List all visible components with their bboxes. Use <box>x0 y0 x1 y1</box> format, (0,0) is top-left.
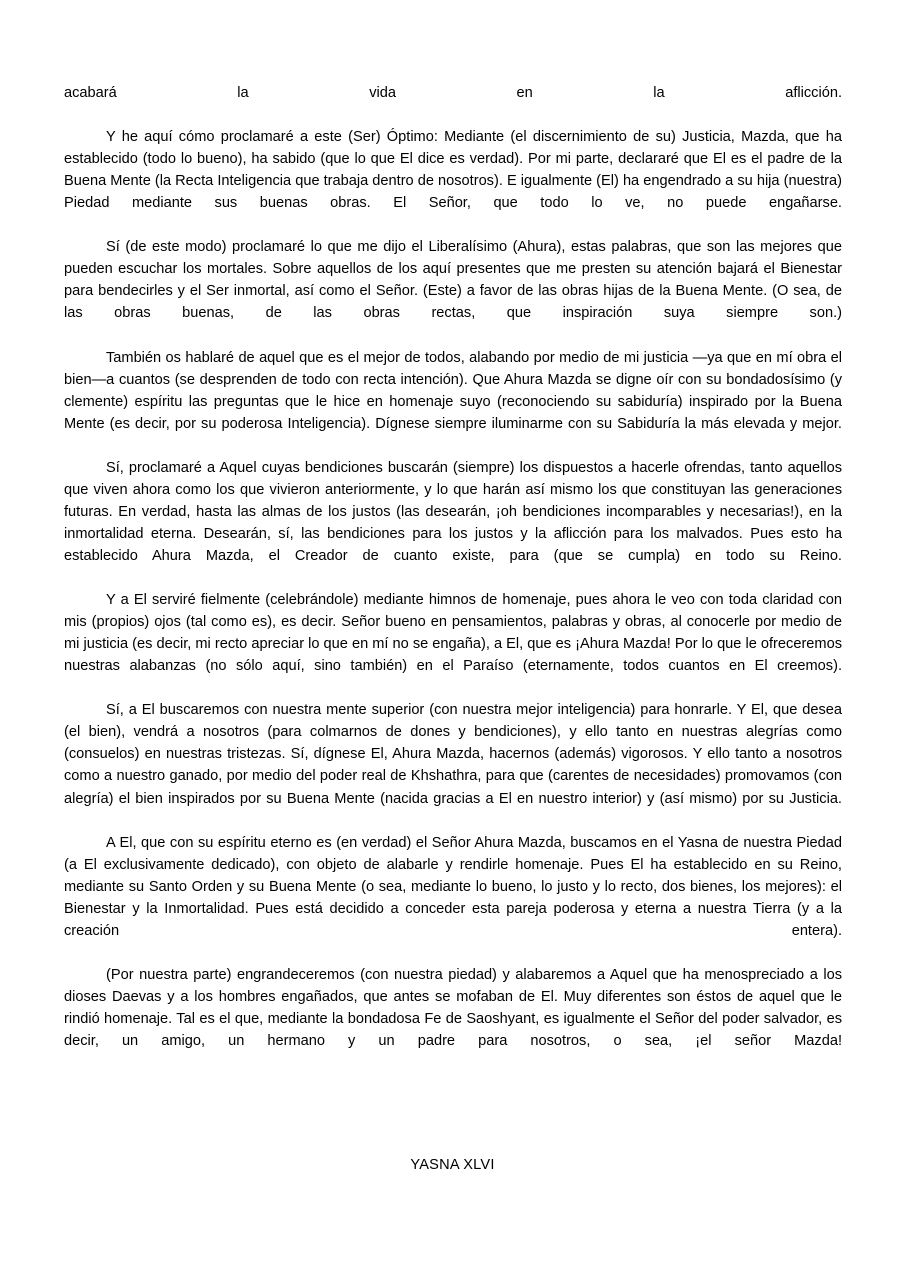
paragraph-4: Sí, proclamaré a Aquel cuyas bendiciones buscarán (siempre) los dispuestos a hacerle ofrendas, tanto aquellos que viven ahora como los que vivieron anteriormente, y lo que harán así mismo los que constituyan las generaciones futuras. En verdad, hasta las almas de los justos (las desearán, ¡oh bendiciones incomparables y necesarias!), en la inmortalidad eterna. Desearán, sí, las bendiciones para los justos y la aflicción para los malvados. Pues esto ha establecido Ahura Mazda, el Creador de cuanto existe, para (que se cumpla) en todo su Reino. <box>64 459 842 564</box>
paragraph-continued: acabará la vida en la aflicción. <box>64 85 842 101</box>
paragraph-2: Sí (de este modo) proclamaré lo que me dijo el Liberalísimo (Ahura), estas palabras, que son las mejores que pueden escuchar los mortales. Sobre aquellos de los aquí presentes que me presten su atención bajará el Bienestar para bendecirles y el Ser inmortal, así como el Señor. (Este) a favor de las obras hijas de la Buena Mente. (O sea, de las obras buenas, de las obras rectas, que inspiración suya siempre son.) <box>64 239 842 322</box>
paragraph-3: También os hablaré de aquel que es el mejor de todos, alabando por medio de mi justicia —ya que en mí obra el bien—a cuantos (se desprenden de todo con recta intención). Que Ahura Mazda se digne oír con su bondadosísimo (y clemente) espíritu las preguntas que le hice en homenaje suyo (reconociendo su sabiduría) inspirado por la Buena Mente (es decir, por su poderosa Inteligencia). Dígnese siempre iluminarme con su Sabiduría la más elevada y mejor. <box>64 349 842 432</box>
paragraph-6: Sí, a El buscaremos con nuestra mente superior (con nuestra mejor inteligencia) para honrarle. Y El, que desea (el bien), vendrá a nosotros (para colmarnos de dones y bendiciones), y ello tanto en nuestras alegrías como (consuelos) en nuestras tristezas. Sí, dígnese El, Ahura Mazda, hacernos (además) vigorosos. Y ello tanto a nosotros como a nuestro ganado, por medio del poder real de Khshathra, para que (carentes de necesidades) promovamos (con alegría) el bien inspirados por su Buena Mente (nacida gracias a El en nuestro interior) y (así mismo) por su Justicia. <box>64 702 842 807</box>
document-text-body <box>64 82 842 1074</box>
paragraph-1: Y he aquí cómo proclamaré a este (Ser) Óptimo: Mediante (el discernimiento de su) Justicia, Mazda, que ha establecido (todo lo bueno), ha sabido (que lo que El dice es verdad). Por mi parte, declararé que El es el padre de la Buena Mente (la Recta Inteligencia que trabaja dentro de nosotros). E igualmente (El) ha engendrado a su hija (nuestra) Piedad mediante sus buenas obras. El Señor, que todo lo ve, no puede engañarse. <box>64 129 842 212</box>
paragraph-7: A El, que con su espíritu eterno es (en verdad) el Señor Ahura Mazda, buscamos en el Yasna de nuestra Piedad (a El exclusivamente dedicado), con objeto de alabarle y rendirle homenaje. Pues El ha establecido en su Reino, mediante su Santo Orden y su Buena Mente (o sea, mediante lo bueno, lo justo y lo recto, dos bienes, los mejores): el Bienestar y la Inmortalidad. Pues está decidido a conceder esta pareja poderosa y eterna a nuestra Tierra (y a la creación entera). <box>64 834 842 939</box>
paragraph-8: (Por nuestra parte) engrandeceremos (con nuestra piedad) y alabaremos a Aquel que ha menospreciado a los dioses Daevas y a los hombres engañados, que antes se mofaban de El. Muy diferentes son éstos de aquel que le rindió homenaje. Tal es el que, mediante la bondadosa Fe de Saoshyant, es igualmente el Señor del poder salvador, es decir, un amigo, un hermano y un padre para nosotros, o sea, ¡el señor Mazda! <box>64 966 842 1050</box>
page-footer <box>0 1155 905 1175</box>
footer-chapter-label: YASNA XLVI <box>410 1157 495 1173</box>
paragraph-5: Y a El serviré fielmente (celebrándole) mediante himnos de homenaje, pues ahora le veo con toda claridad con mis (propios) ojos (tal como es), es decir. Señor bueno en pensamientos, palabras y obras, al conocerle por medio de mi justicia (es decir, mi recto apreciar lo que en mí no se engaña), a El, que es ¡Ahura Mazda! Por lo que le ofreceremos nuestras alabanzas (no sólo aquí, sino también) en el Paraíso (eternamente, todos cuantos en El creemos). <box>64 592 842 675</box>
